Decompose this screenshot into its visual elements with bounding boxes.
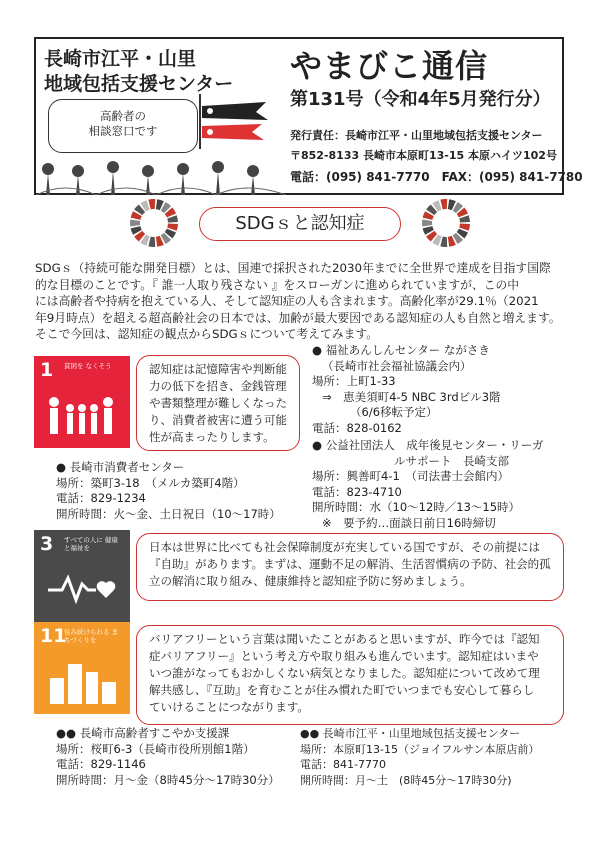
- sdg-wheel-segment: [440, 199, 447, 209]
- article-title: SDGｓと認知症: [199, 207, 401, 241]
- sdg-goal-1-icon: 1 貧困を なくそう: [34, 356, 130, 448]
- publisher: 発行責任：長崎市江平・山里地域包括支援センター: [290, 129, 543, 142]
- sdg-wheel-segment: [130, 220, 140, 227]
- intro-paragraph: SDGｓ（持続可能な開発目標）とは、国連で採択された2030年までに全世界で達成を目指す国際 的な目標のことです。『 誰一人取り残さない 』をスローガンに進められていますが、この中 には高齢者や持病を抱えている人、そして認知症の人も含まれます。高齢化率が29.1％（2021 年9月時点）を超える超高齢社会の日本では、加齢が最大要因である認知症の人も自然と増えます。 そこで今回は、認知症の観点からSDGｓについて考えてみます。: [35, 261, 561, 341]
- sdg-goal-11-icon: 11 住み続けられる まちづくりを: [34, 622, 130, 714]
- contact-consumer-center: ● 長崎市消費者センター 場所：築町3-18 （メルカ築町4階） 電話：829-1234 開所時間：火～金、土日祝日（10～17時）: [56, 460, 281, 521]
- address: 〒852-8133 長崎市本原町13-15 本原ハイツ102号: [290, 149, 557, 162]
- goal-1-text: 認知症は記憶障害や判断能 力の低下を招き、金銭管理 や書類整理が難しくなった り、消費者被害に遭う可能 性が高まったりします。: [136, 355, 300, 451]
- iris-flowers-illustration: [36, 155, 286, 195]
- goal-3-text: 日本は世界に比べても社会保障制度が充実している国ですが、その前提には 『自助』があります。まずは、運動不足の解消、生活習慣病の予防、社会的孤 立の解消に取り組み、健康維持と認知症予防に努めましょう。: [136, 533, 564, 601]
- newsletter-header: [34, 37, 583, 195]
- sdg-wheel-segment: [440, 237, 447, 247]
- sdg-goal-3-icon: 3 すべての人に 健康と福祉を: [34, 530, 130, 622]
- contact-anshin-center: ● 福祉あんしんセンター ながさき （長崎市社会福祉協議会内） 場所：上町1-33 ⇒ 恵美須町4-5 NBC 3rdビル3階 （6/6移転予定） 電話：828-0162: [312, 343, 501, 435]
- sdg-wheel-segment: [148, 199, 155, 209]
- city-buildings-icon: [50, 658, 116, 704]
- sdg-wheel-segment: [148, 237, 155, 247]
- issue-number: 第131号（令和4年5月発行分）: [290, 89, 551, 110]
- goal-11-text: バリアフリーという言葉は聞いたことがあると思いますが、昨今では『認知 症バリアフリー』という考え方や取り組みも進んでいます。認知症はいまや いつ誰がなってもおかしくない病気となりました。認知症について改めて理 解共感し、『互助』を育むことが住み慣れた町でいつまでも安心して暮らし ていけることにつながります。: [136, 625, 564, 725]
- contact-sukoyaka-section: ●● 長崎市高齢者すこやか支援課 場所：桜町6-3（長崎市役所別館1階） 電話：829-1146 開所時間：月～金（8時45分～17時30分）: [56, 726, 280, 787]
- contact-houkatsu-center: ●● 長崎市江平・山里地域包括支援センター 場所：本原町13-15（ジョイフルサン本原店前） 電話：841-7770 開所時間：月～土 (8時45分～17時30分): [300, 727, 540, 787]
- consult-badge: 高齢者の 相談窓口です: [48, 99, 198, 153]
- phone-fax: 電話：(095) 841-7770 FAX：(095) 841-7780: [290, 170, 583, 184]
- sdg-wheel-icon: [420, 197, 472, 249]
- koinobori-illustration: [196, 94, 286, 149]
- family-icon: [46, 394, 118, 438]
- sdg-wheel-segment: [422, 220, 432, 227]
- contact-koken-center: ● 公益社団法人 成年後見センター・リーガ ルサポート 長崎支部 場所：興善町4-1 （司法書士会館内） 電話：823-4710 開所時間：水（10～12時／13～15時） ※ 要予約…面談日前日16時締切: [312, 438, 544, 530]
- sdg-wheel-icon: [128, 197, 180, 249]
- org-name: 長崎市江平・山里 地域包括支援センター: [44, 48, 234, 95]
- newsletter-title: やまびこ通信: [290, 47, 489, 85]
- heartbeat-icon: [48, 570, 118, 604]
